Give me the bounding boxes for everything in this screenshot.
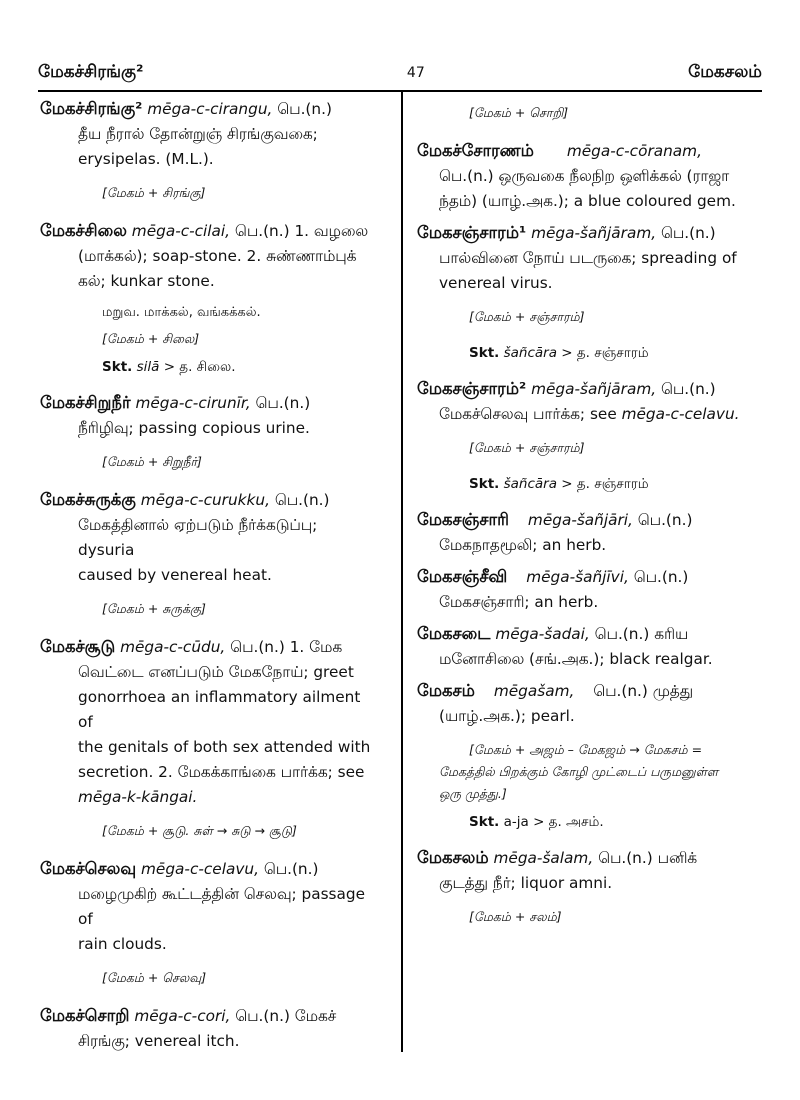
definition: caused by venereal heat. (78, 566, 272, 584)
etymology: [மேகம் + சொறி] (469, 105, 569, 120)
transliteration: mēga-c-cori, (134, 1007, 231, 1025)
definition: the genitals of both sex attended with (78, 738, 371, 756)
definition: நீரிழிவு; passing copious urine. (78, 419, 310, 437)
definition: 1. மேக (289, 638, 343, 656)
definition: மேகசஞ்சாரி; an herb. (439, 593, 599, 611)
skt-derivation: > த. சிலை. (163, 359, 236, 375)
transliteration: mēga-šañjāri, (527, 511, 633, 529)
definition: (மாக்கல்); soap-stone. 2. சுண்ணாம்புக் (78, 247, 357, 265)
definition: சிரங்கு; venereal itch. (78, 1032, 240, 1050)
part-of-speech: பெ.(n.) (660, 380, 716, 398)
skt-word: a-ja (503, 814, 529, 830)
definition: முத்து (652, 682, 693, 700)
skt-word: silā (136, 359, 160, 375)
part-of-speech: பெ.(n.) (660, 224, 716, 242)
left-column (40, 96, 378, 1054)
part-of-speech: பெ.(n.) (263, 860, 319, 878)
etymology: [மேகம் + சிரங்கு] (102, 185, 206, 200)
skt-word: šañcāra (503, 345, 557, 361)
sanskrit-origin (469, 342, 755, 364)
headword: மேகச்சொறி (40, 1006, 130, 1025)
definition: rain clouds. (78, 935, 167, 953)
etymology: [மேகம் + சலம்] (469, 909, 562, 924)
etymology: [மேகம் + சஞ்சாரம்] (469, 309, 585, 324)
definition: ந்தம்) (யாழ்.அக.); a blue coloured gem. (439, 192, 736, 210)
sanskrit-origin (469, 811, 755, 833)
headword: மேகசஞ்சாரி (417, 510, 510, 529)
transliteration: mēgašam, (493, 682, 575, 700)
definition: erysipelas. (M.L.). (78, 150, 214, 168)
skt-label: Skt. (469, 345, 500, 361)
part-of-speech: பெ.(n.) (234, 222, 290, 240)
headword: மேகசஞ்சாரம்² (417, 379, 527, 398)
entry-mega-sanjaram-1 (417, 220, 755, 364)
definition: பால்வினை நோய் படருகை; spreading of (439, 249, 737, 267)
part-of-speech: பெ.(n.) (593, 682, 648, 700)
part-of-speech: பெ.(n.) (230, 638, 285, 656)
entry-mega-c-cirangu (40, 96, 378, 204)
part-of-speech: பெ.(n.) (633, 568, 689, 586)
etymology: [மேகம் + சஞ்சாரம்] (469, 440, 585, 455)
headword: மேகசஞ்சீவி (417, 567, 508, 586)
entry-mega-c-curukku (40, 487, 378, 620)
entry-mega-c-cori (40, 1003, 378, 1054)
part-of-speech: பெ.(n.) (598, 849, 653, 867)
transliteration: mēga-c-cilai, (131, 222, 231, 240)
page-header (38, 58, 762, 88)
definition: மேகநாதமூலி; an herb. (439, 536, 607, 554)
skt-derivation: > த. அசம். (533, 814, 604, 830)
transliteration: mēga-šañjāram, (531, 224, 657, 242)
header-right-guideword: மேகசலம் (688, 62, 762, 82)
header-rule (38, 90, 762, 92)
entry-mega-c-cilai (40, 218, 378, 378)
headword: மேகசஞ்சாரம்¹ (417, 223, 527, 242)
definition: தீய நீரால் தோன்றுஞ் சிரங்குவகை; (78, 125, 318, 143)
headword: மேகச்செலவு (40, 859, 137, 878)
skt-label: Skt. (469, 476, 500, 492)
part-of-speech: பெ.(n.) (637, 511, 693, 529)
part-of-speech: பெ.(n.) (235, 1007, 290, 1025)
transliteration: mēga-c-curukku, (140, 491, 270, 509)
skt-derivation: > த. சஞ்சாரம் (561, 476, 649, 492)
cross-reference: mēga-c-celavu. (621, 405, 740, 423)
transliteration: mēga-šadai, (495, 625, 590, 643)
headword: மேகசடை (417, 624, 491, 643)
entry-mega-sanjaram-2 (417, 376, 755, 495)
definition: கரிய (654, 625, 689, 643)
definition: குடத்து நீர்; liquor amni. (439, 874, 613, 892)
definition: secretion. 2. மேகக்காங்கை பார்க்க; see (78, 763, 365, 781)
headword: மேகச்சிறுநீர் (40, 393, 131, 412)
transliteration: mēga-c-cōranam, (566, 142, 702, 160)
transliteration: mēga-c-cirangu, (147, 100, 273, 118)
definition: வெட்டை எனப்படும் மேகநோய்; greet (78, 663, 354, 681)
part-of-speech: பெ.(n.) (274, 491, 330, 509)
etymology: [மேகம் + சூடு. சுள் → சுடு → சூடு] (102, 823, 297, 838)
transliteration: mēga-c-cirunīr, (135, 394, 251, 412)
cross-reference: mēga-k-kāngai. (78, 788, 198, 806)
synonyms: மறுவ. மாக்கல், வங்கக்கல். (102, 305, 261, 320)
entry-mega-sanjari (417, 507, 755, 564)
entry-mega-sanjivi (417, 564, 755, 621)
etymology-line: ஒரு முத்து.] (439, 786, 507, 801)
definition: மனோசிலை (சங்.அக.); black realgar. (439, 650, 713, 668)
definition: 1. வழலை (294, 222, 369, 240)
transliteration: mēga-šalam, (493, 849, 594, 867)
headword: மேகசம் (417, 681, 475, 700)
skt-label: Skt. (102, 359, 133, 375)
definition: பெ.(n.) ஒருவகை நீலநிற ஒளிக்கல் (ராஜா (439, 167, 730, 185)
etymology (439, 739, 755, 805)
header-left-guideword: மேகச்சிரங்கு² (38, 62, 144, 82)
definition: (யாழ்.அக.); pearl. (439, 707, 575, 725)
etymology: [மேகம் + சுருக்கு] (102, 601, 206, 616)
etymology: [மேகம் + சிறுநீர்] (102, 454, 202, 469)
part-of-speech: பெ.(n.) (255, 394, 311, 412)
column-divider (401, 92, 403, 1052)
headword: மேகச்சிரங்கு² (40, 99, 143, 118)
etymology-line: மேகத்தில் பிறக்கும் கோழி முட்டைப் பருமனுள்ள (439, 764, 719, 779)
entry-megasam (417, 678, 755, 833)
part-of-speech: பெ.(n.) (277, 100, 332, 118)
definition: பனிக் (657, 849, 698, 867)
right-column (417, 96, 755, 942)
sanskrit-origin (102, 356, 378, 378)
etymology: [மேகம் + செலவு] (102, 970, 207, 985)
definition: மேகச் (294, 1007, 337, 1025)
headword: மேகச்சிலை (40, 221, 127, 240)
part-of-speech: பெ.(n.) (594, 625, 650, 643)
entry-mega-sadai (417, 621, 755, 678)
transliteration: mēga-šañjīvi, (526, 568, 629, 586)
etymology-line: [மேகம் + அஜம் – மேகஜம் → மேகசம் = (469, 742, 703, 757)
transliteration: mēga-šañjāram, (531, 380, 657, 398)
page-number: 47 (406, 65, 425, 81)
entry-mega-c-celavu (40, 856, 378, 989)
entry-mega-c-cirunir (40, 390, 378, 473)
skt-derivation: > த. சஞ்சாரம் (561, 345, 649, 361)
transliteration: mēga-c-celavu, (141, 860, 259, 878)
transliteration: mēga-c-cūdu, (120, 638, 226, 656)
definition: மழைமுகிற் கூட்டத்தின் செலவு; passage of (78, 885, 366, 928)
headword: மேகச்சூடு (40, 637, 116, 656)
skt-word: šañcāra (503, 476, 557, 492)
entry-mega-c-coranam (417, 138, 755, 220)
etymology: [மேகம் + சிலை] (102, 331, 200, 346)
definition: மேகத்தினால் ஏற்படும் நீர்க்கடுப்பு; dysuria (78, 516, 318, 559)
skt-label: Skt. (469, 814, 500, 830)
headword: மேகச்சோரணம் (417, 141, 534, 160)
definition: gonorrhoea an inflammatory ailment of (78, 688, 361, 731)
entry-mega-salam (417, 845, 755, 928)
definition: venereal virus. (439, 274, 553, 292)
headword: மேகச்சுருக்கு (40, 490, 136, 509)
definition: கல்; kunkar stone. (78, 272, 215, 290)
entry-mega-c-cudu (40, 634, 378, 842)
headword: மேகசலம் (417, 848, 489, 867)
definition: மேகச்செலவு பார்க்க; see (439, 405, 617, 423)
sanskrit-origin (469, 473, 755, 495)
